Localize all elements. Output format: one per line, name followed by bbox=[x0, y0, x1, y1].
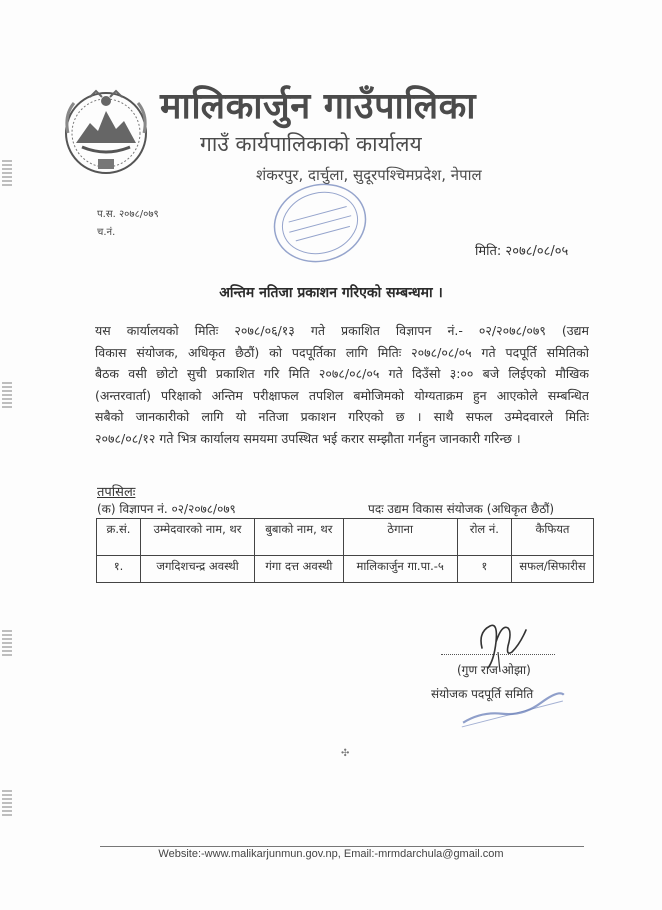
scan-mark bbox=[2, 160, 12, 186]
cell-candidate-name: जगदिशचन्द्र अवस्थी bbox=[141, 556, 255, 583]
municipality-name: मालिकार्जुन गाउँपालिका bbox=[160, 86, 477, 127]
scan-mark bbox=[2, 790, 12, 816]
body-line: सबैको जानकारीको लागि यो नतिजा प्रकाशन गरिएको छ । साथै सफल उम्मेदवारले मितिः bbox=[95, 409, 589, 425]
office-address: शंकरपुर, दार्चुला, सुदूरपश्चिमप्रदेश, नेपाल bbox=[256, 166, 482, 184]
body-line: बैठक वसी छोटो सुची प्रकाशित गरि मिति २०७८/०८/०५ गते दिउँसो ३:०० बजे लिईएको मौखिक bbox=[95, 366, 589, 382]
footer-divider bbox=[100, 846, 584, 847]
body-line: विकास संयोजक, अधिकृत छैठौं) को पदपूर्तिका लागि मितिः २०७८/०८/०५ गते पदपूर्ति समितिको bbox=[95, 344, 589, 360]
schedule-title: तपसिलः bbox=[97, 485, 136, 500]
fiscal-year-ref: प.स. २०७८/०७९ bbox=[97, 209, 159, 220]
table-row bbox=[97, 556, 594, 583]
advertisement-number: (क) विज्ञापन नं. ०२/२०७८/०७९ bbox=[97, 502, 236, 516]
body-line: यस कार्यालयको मितिः २०७८/०६/१३ गते प्रकाशित विज्ञापन नं.- ०२/२०७८/०७९ (उद्यम bbox=[95, 323, 589, 338]
footer-contact: Website:-www.malikarjunmun.gov.np, Email:-mrmdarchula@gmail.com bbox=[158, 848, 504, 860]
post-title: पदः उद्यम विकास संयोजक (अधिकृत छैठौं) bbox=[368, 502, 555, 516]
signature-line bbox=[441, 644, 555, 655]
letter-body bbox=[95, 320, 589, 450]
role-stamp-icon bbox=[452, 692, 572, 732]
signatory-role: संयोजक पदपूर्ति समिति bbox=[431, 687, 534, 701]
body-line: २०७८/०८/१२ गते भित्र कार्यालय समयमा उपस्थित भई करार सम्झौता गर्नहुन जानकारी गरिन्छ । bbox=[95, 430, 521, 446]
cell-address: मालिकार्जुन गा.पा.-५ bbox=[343, 556, 457, 583]
letter-subject: अन्तिम नतिजा प्रकाशन गरिएको सम्बन्धमा । bbox=[219, 285, 443, 301]
header-father-name: बुबाको नाम, थर bbox=[255, 519, 344, 556]
official-stamp-icon bbox=[268, 178, 372, 268]
office-name: गाउँ कार्यपालिकाको कार्यालय bbox=[200, 132, 422, 156]
signatory-name: (गुण राज ओझा) bbox=[457, 663, 531, 677]
cell-serial: १. bbox=[97, 556, 141, 583]
header-candidate-name: उम्मेदवारको नाम, थर bbox=[141, 519, 255, 556]
scan-mark bbox=[2, 630, 12, 656]
cell-father-name: गंगा दत्त अवस्थी bbox=[255, 556, 344, 583]
body-line: (अन्तरवार्ता) परिक्षाको अन्तिम परीक्षाफल तपशिल बमोजिमको योग्यताक्रम हुन आएकोले सम्बन्धित bbox=[95, 387, 589, 403]
scan-mark bbox=[2, 382, 12, 408]
scan-speck: ✣ bbox=[341, 748, 350, 759]
nepal-government-emblem-icon bbox=[60, 85, 152, 177]
header-address: ठेगाना bbox=[343, 519, 457, 556]
cell-remarks: सफल/सिफारीस bbox=[512, 556, 594, 583]
table-header-row bbox=[97, 519, 594, 556]
cell-roll-number: १ bbox=[457, 556, 511, 583]
letter-date: मिति: २०७८/०८/०५ bbox=[475, 244, 569, 259]
header-remarks: कैफियत bbox=[512, 519, 594, 556]
result-table bbox=[96, 518, 594, 583]
dispatch-number: च.नं. bbox=[97, 227, 116, 238]
header-roll-number: रोल नं. bbox=[457, 519, 511, 556]
header-serial: क्र.सं. bbox=[97, 519, 141, 556]
